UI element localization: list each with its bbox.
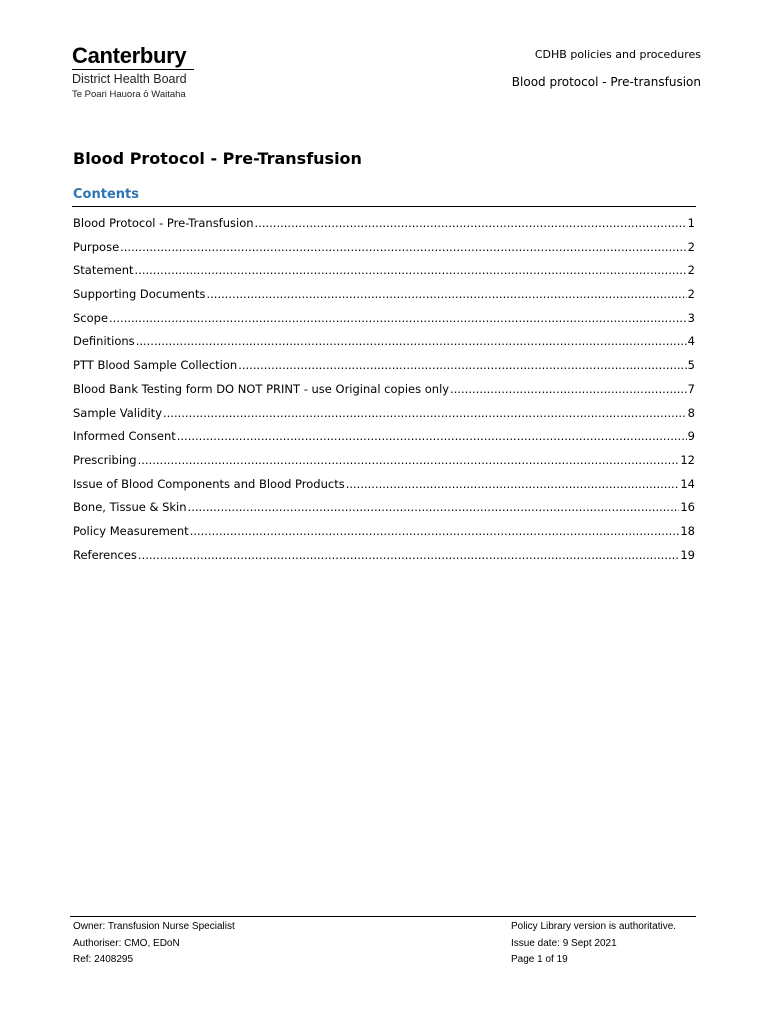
- toc-dot-leader: [346, 474, 680, 494]
- logo-divider: [72, 69, 194, 70]
- logo-maori-name: Te Poari Hauora ō Waitaha: [72, 89, 186, 100]
- toc-dot-leader: [190, 521, 680, 541]
- toc-entry[interactable]: [73, 450, 695, 474]
- toc-entry-label: Bone, Tissue & Skin: [73, 500, 187, 515]
- toc-dot-leader: [188, 497, 680, 517]
- toc-dot-leader: [177, 426, 687, 446]
- toc-entry[interactable]: [73, 403, 695, 427]
- toc-entry-label: Informed Consent: [73, 429, 176, 444]
- toc-entry-label: Blood Bank Testing form DO NOT PRINT - use Original copies only: [73, 381, 450, 396]
- toc-entry-label: Policy Measurement: [73, 523, 189, 538]
- toc-dot-leader: [450, 379, 687, 399]
- toc-entry-page: 2: [687, 239, 695, 254]
- footer-authoriser: Authoriser: CMO, EDoN: [73, 937, 180, 949]
- cdhb-logo: [72, 44, 202, 101]
- toc-entry-page: 2: [687, 287, 695, 302]
- toc-entry-page: 5: [687, 358, 695, 373]
- table-of-contents: [73, 213, 695, 568]
- toc-entry-page: 12: [680, 452, 695, 467]
- toc-dot-leader: [163, 403, 687, 423]
- toc-dot-leader: [206, 284, 686, 304]
- toc-entry-label: Purpose: [73, 239, 120, 254]
- document-title: Blood Protocol - Pre-Transfusion: [73, 149, 362, 168]
- toc-dot-leader: [138, 450, 680, 470]
- toc-dot-leader: [109, 308, 687, 328]
- toc-entry-label: Blood Protocol - Pre-Transfusion: [73, 216, 254, 230]
- toc-entry-page: 18: [680, 523, 695, 538]
- toc-entry-page: 8: [687, 405, 695, 420]
- toc-entry-page: 19: [680, 547, 695, 562]
- toc-entry[interactable]: [73, 308, 695, 332]
- logo-subtitle: District Health Board: [72, 72, 187, 86]
- toc-entry-label: Scope: [73, 310, 109, 325]
- toc-entry[interactable]: [73, 260, 695, 284]
- toc-dot-leader: [135, 260, 687, 280]
- toc-entry[interactable]: [73, 355, 695, 379]
- footer-issue-date: Issue date: 9 Sept 2021: [511, 937, 617, 949]
- contents-heading: Contents: [73, 187, 139, 202]
- toc-entry[interactable]: [73, 545, 695, 569]
- toc-entry[interactable]: [73, 426, 695, 450]
- toc-dot-leader: [136, 331, 687, 351]
- footer-page-number: Page 1 of 19: [511, 954, 568, 965]
- toc-entry[interactable]: [73, 331, 695, 355]
- toc-entry-label: Statement: [73, 263, 134, 278]
- toc-dot-leader: [238, 355, 686, 375]
- footer-owner: Owner: Transfusion Nurse Specialist: [73, 921, 235, 932]
- toc-dot-leader: [138, 545, 679, 565]
- toc-entry-page: 9: [687, 429, 695, 444]
- toc-entry-label: Sample Validity: [73, 405, 162, 420]
- footer-left: [73, 919, 235, 969]
- footer-divider: [70, 916, 696, 917]
- toc-entry-page: 4: [687, 334, 695, 349]
- footer-ref: Ref: 2408295: [73, 954, 134, 965]
- toc-entry-page: 14: [680, 476, 695, 491]
- page-header: [512, 47, 701, 90]
- toc-entry-page: 2: [687, 263, 695, 278]
- toc-entry[interactable]: [73, 213, 695, 237]
- toc-entry-page: 16: [680, 500, 695, 515]
- toc-dot-leader: [255, 213, 687, 233]
- toc-entry-label: Issue of Blood Components and Blood Products: [73, 476, 345, 491]
- toc-entry-label: Prescribing: [73, 452, 137, 467]
- toc-entry[interactable]: [73, 237, 695, 261]
- toc-entry-page: 1: [687, 216, 695, 230]
- footer-right: [511, 919, 676, 969]
- toc-entry-label: Supporting Documents: [73, 287, 206, 302]
- footer-library-note: Policy Library version is authoritative.: [511, 921, 677, 932]
- toc-entry-label: Definitions: [73, 334, 135, 349]
- toc-entry-label: PTT Blood Sample Collection: [73, 358, 238, 373]
- toc-entry-label: References: [73, 547, 137, 562]
- toc-entry-page: 3: [687, 310, 695, 325]
- contents-divider: [72, 206, 696, 207]
- toc-dot-leader: [120, 237, 687, 257]
- toc-entry[interactable]: [73, 284, 695, 308]
- logo-name: Canterbury: [72, 43, 187, 68]
- toc-entry[interactable]: [73, 379, 695, 403]
- toc-entry[interactable]: [73, 521, 695, 545]
- header-category: CDHB policies and procedures: [534, 48, 701, 61]
- toc-entry-page: 7: [687, 381, 695, 396]
- header-document-name: Blood protocol - Pre-transfusion: [511, 75, 701, 89]
- toc-entry[interactable]: [73, 474, 695, 498]
- toc-entry[interactable]: [73, 497, 695, 521]
